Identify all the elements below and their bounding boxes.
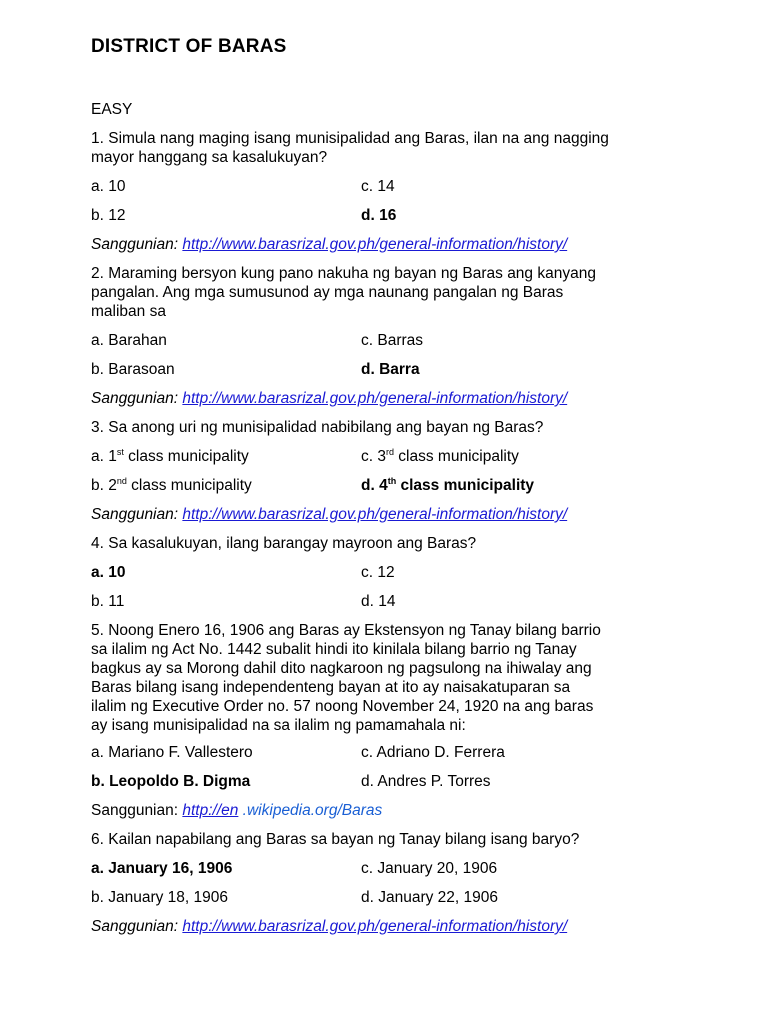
q5-option-a: a. Mariano F. Vallestero	[91, 744, 253, 761]
q6-reference	[91, 918, 567, 936]
reference-label: Sanggunian:	[91, 802, 183, 819]
q5-option-c: c. Adriano D. Ferrera	[361, 744, 505, 761]
q1-option-a: a. 10	[91, 178, 126, 195]
question-2-line-3: maliban sa	[91, 303, 166, 320]
q4-option-a: a. 10	[91, 564, 126, 581]
q3-option-a: a. 1st class municipality	[91, 446, 249, 465]
q2-option-b: b. Barasoan	[91, 361, 175, 378]
reference-link[interactable]: http://www.barasrizal.gov.ph/general-information/history/	[182, 506, 568, 523]
question-6-line-1: 6. Kailan napabilang ang Baras sa bayan ng Tanay bilang isang baryo?	[91, 831, 580, 848]
question-5-line-5: ilalim ng Executive Order no. 57 noong November 24, 1920 na ang baras	[91, 698, 594, 715]
reference-link[interactable]: http://en	[182, 802, 239, 819]
reference-link-rest[interactable]: .wikipedia.org/Baras	[238, 802, 383, 819]
q1-option-c: c. 14	[361, 178, 395, 195]
q2-option-c: c. Barras	[361, 332, 424, 349]
q3-option-d: d. 4th class municipality	[361, 475, 535, 494]
reference-link[interactable]: http://www.barasrizal.gov.ph/general-information/history/	[182, 918, 568, 935]
question-1-line-2: mayor hanggang sa kasalukuyan?	[91, 149, 328, 166]
q1-option-b: b. 12	[91, 207, 126, 224]
difficulty-heading: EASY	[91, 101, 133, 118]
question-5-line-4: Baras bilang isang independenteng bayan at ito ay naisakatuparan sa	[91, 679, 571, 696]
q5-reference	[91, 802, 382, 820]
q3-option-b: b. 2nd class municipality	[91, 475, 252, 494]
q6-option-b: b. January 18, 1906	[91, 889, 229, 906]
question-5-line-6: ay isang munisipalidad na sa ilalim ng pamamahala ni:	[91, 717, 466, 734]
question-5-line-1: 5. Noong Enero 16, 1906 ang Baras ay Ekstensyon ng Tanay bilang barrio	[91, 622, 601, 639]
reference-link[interactable]: http://www.barasrizal.gov.ph/general-information/history/	[182, 236, 568, 253]
question-2-line-1: 2. Maraming bersyon kung pano nakuha ng bayan ng Baras ang kanyang	[91, 265, 596, 282]
q2-option-a: a. Barahan	[91, 332, 167, 349]
question-5-line-3: bagkus ay sa Morong dahil dito nagkaroon ng pagsulong na ihiwalay ang	[91, 660, 592, 677]
question-2-line-2: pangalan. Ang mga sumusunod ay mga naunang pangalan ng Baras	[91, 284, 564, 301]
question-5-line-2: sa ilalim ng Act No. 1442 subalit hindi ito kinilala bilang barrio ng Tanay	[91, 641, 577, 658]
q1-reference	[91, 236, 567, 254]
q3-reference	[91, 506, 567, 524]
q4-option-d: d. 14	[361, 593, 396, 610]
question-1-line-1: 1. Simula nang maging isang munisipalidad ang Baras, ilan na ang nagging	[91, 130, 609, 147]
question-3-line-1: 3. Sa anong uri ng munisipalidad nabibilang ang bayan ng Baras?	[91, 419, 544, 436]
reference-label: Sanggunian:	[91, 236, 183, 253]
q6-option-d: d. January 22, 1906	[361, 889, 499, 906]
reference-label: Sanggunian:	[91, 506, 183, 523]
question-4-line-1: 4. Sa kasalukuyan, ilang barangay mayroon ang Baras?	[91, 535, 477, 552]
q5-option-b: b. Leopoldo B. Digma	[91, 773, 251, 790]
q1-option-d: d. 16	[361, 207, 397, 224]
q4-option-c: c. 12	[361, 564, 395, 581]
q4-option-b: b. 11	[91, 593, 125, 610]
page-title: DISTRICT OF BARAS	[91, 36, 287, 57]
q5-option-d: d. Andres P. Torres	[361, 773, 491, 790]
reference-link[interactable]: http://www.barasrizal.gov.ph/general-information/history/	[182, 390, 568, 407]
q2-reference	[91, 390, 567, 408]
q6-option-a: a. January 16, 1906	[91, 860, 233, 877]
reference-label: Sanggunian:	[91, 390, 183, 407]
reference-label: Sanggunian:	[91, 918, 183, 935]
q6-option-c: c. January 20, 1906	[361, 860, 498, 877]
q3-option-c: c. 3rd class municipality	[361, 446, 519, 465]
q2-option-d: d. Barra	[361, 361, 420, 378]
